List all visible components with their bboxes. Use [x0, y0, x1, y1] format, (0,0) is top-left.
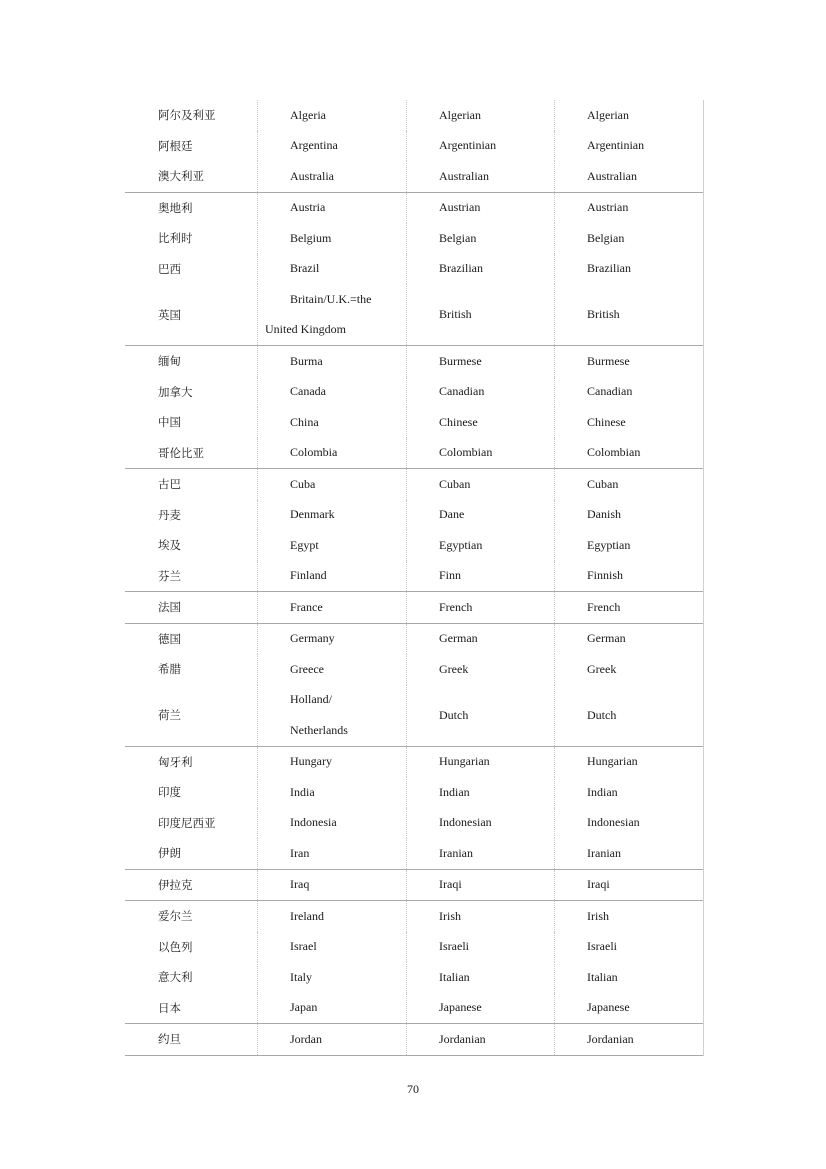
table-row [125, 407, 703, 438]
people-cell: French [587, 599, 621, 614]
country-name-cell: Hungary [258, 747, 407, 778]
chinese-name-cell: 古巴 [125, 469, 258, 500]
adjective-cell: Irish [407, 901, 555, 932]
country-name-cell: Finland [258, 561, 407, 592]
chinese-name-cell: 阿根廷 [125, 131, 258, 162]
table-row [125, 838, 703, 869]
table-row [125, 346, 703, 377]
chinese-name-cell: 英国 [125, 284, 258, 345]
adjective-cell: Finn [407, 561, 555, 592]
chinese-name-cell: 奥地利 [125, 193, 258, 224]
table-row-group [125, 346, 703, 469]
table-row [125, 685, 703, 746]
country-name-cell: China [258, 407, 407, 438]
table-row [125, 808, 703, 839]
country-name-cell: Denmark [258, 500, 407, 531]
table-row [125, 469, 703, 500]
country-name-cell: Burma [258, 346, 407, 377]
people-cell: Canadian [587, 384, 633, 399]
country-name-line-2: United Kingdom [265, 322, 346, 337]
table-row [125, 870, 703, 901]
table-row-group [125, 901, 703, 1024]
table-row [125, 284, 703, 345]
chinese-name-cell: 爱尔兰 [125, 901, 258, 932]
chinese-name-cell: 法国 [125, 592, 258, 623]
country-name-cell: Brazil [258, 254, 407, 285]
chinese-name-cell: 中国 [125, 407, 258, 438]
adjective-cell: Belgian [407, 223, 555, 254]
table-row [125, 932, 703, 963]
country-name-cell: Italy [258, 962, 407, 993]
chinese-name-cell: 印度 [125, 777, 258, 808]
country-name-cell: Cuba [258, 469, 407, 500]
country-name-cell: Japan [258, 993, 407, 1024]
table-row [125, 777, 703, 808]
table-row [125, 223, 703, 254]
chinese-name-cell: 荷兰 [125, 685, 258, 746]
table-row [125, 747, 703, 778]
adjective-cell: Italian [407, 962, 555, 993]
people-cell: Japanese [587, 1000, 630, 1015]
adjective-cell: Hungarian [407, 747, 555, 778]
table-row [125, 131, 703, 162]
adjective-cell: Colombian [407, 438, 555, 469]
people-cell: Chinese [587, 414, 626, 429]
country-name-cell: Jordan [258, 1024, 407, 1055]
adjective-cell: Dutch [407, 685, 555, 746]
chinese-name-cell: 埃及 [125, 530, 258, 561]
table-row [125, 377, 703, 408]
table-row [125, 993, 703, 1024]
adjective-cell: Egyptian [407, 530, 555, 561]
table-row-group [125, 469, 703, 592]
people-cell: Burmese [587, 353, 630, 368]
people-cell: Australian [587, 168, 637, 183]
chinese-name-cell: 伊朗 [125, 838, 258, 869]
table-row [125, 901, 703, 932]
people-cell: Israeli [587, 939, 617, 954]
table-row [125, 1024, 703, 1055]
table-row-group [125, 624, 703, 747]
adjective-cell: Burmese [407, 346, 555, 377]
country-name-cell: India [258, 777, 407, 808]
people-cell: Iraqi [587, 877, 610, 892]
adjective-cell: Australian [407, 161, 555, 192]
chinese-name-cell: 德国 [125, 624, 258, 655]
table-row [125, 161, 703, 192]
chinese-name-cell: 约旦 [125, 1024, 258, 1055]
country-name-cell: Australia [258, 161, 407, 192]
people-cell: German [587, 631, 626, 646]
page-number: 70 [407, 1082, 419, 1096]
people-cell: Argentinian [587, 138, 645, 153]
country-name-cell: Germany [258, 624, 407, 655]
country-name-cell: Argentina [258, 131, 407, 162]
chinese-name-cell: 匈牙利 [125, 747, 258, 778]
people-cell: Finnish [587, 568, 624, 583]
people-cell: Hungarian [587, 754, 638, 769]
chinese-name-cell: 巴西 [125, 254, 258, 285]
chinese-name-cell: 意大利 [125, 962, 258, 993]
chinese-name-cell: 伊拉克 [125, 870, 258, 901]
people-cell: Austrian [587, 200, 629, 215]
table-row-group [125, 592, 703, 624]
chinese-name-cell: 印度尼西亚 [125, 808, 258, 839]
table-row [125, 654, 703, 685]
adjective-cell: Dane [407, 500, 555, 531]
people-cell: Iranian [587, 845, 621, 860]
table-row [125, 100, 703, 131]
table-row [125, 962, 703, 993]
country-name-cell: Egypt [258, 530, 407, 561]
table-row-group [125, 870, 703, 902]
country-name-cell: Iran [258, 838, 407, 869]
country-nationality-table [125, 100, 704, 1056]
country-name-cell: Austria [258, 193, 407, 224]
people-cell: British [587, 307, 620, 321]
people-cell: Dutch [587, 707, 617, 722]
chinese-name-cell: 加拿大 [125, 377, 258, 408]
adjective-cell: Algerian [407, 100, 555, 131]
country-name-cell: Algeria [258, 100, 407, 131]
people-cell: Italian [587, 969, 618, 984]
chinese-name-cell: 缅甸 [125, 346, 258, 377]
people-cell: Brazilian [587, 261, 631, 276]
adjective-cell: Brazilian [407, 254, 555, 285]
country-name-cell: Belgium [258, 223, 407, 254]
country-name-cell: Indonesia [258, 808, 407, 839]
adjective-cell: Canadian [407, 377, 555, 408]
people-cell: Colombian [587, 445, 641, 460]
table-row [125, 624, 703, 655]
adjective-cell: Iranian [407, 838, 555, 869]
table-row [125, 438, 703, 469]
people-cell: Jordanian [587, 1031, 634, 1046]
country-name-cell: Israel [258, 932, 407, 963]
country-name-line-1: Holland/ [290, 692, 332, 707]
chinese-name-cell: 阿尔及利亚 [125, 100, 258, 131]
adjective-cell: German [407, 624, 555, 655]
adjective-cell: Indian [407, 777, 555, 808]
adjective-cell: Japanese [407, 993, 555, 1024]
chinese-name-cell: 以色列 [125, 932, 258, 963]
country-name-cell: Ireland [258, 901, 407, 932]
country-name-cell [258, 284, 407, 345]
country-name-cell: Colombia [258, 438, 407, 469]
table-row [125, 500, 703, 531]
table-row [125, 254, 703, 285]
adjective-cell: Iraqi [407, 870, 555, 901]
adjective-cell: Argentinian [407, 131, 555, 162]
adjective-cell: Jordanian [407, 1024, 555, 1055]
table-row [125, 530, 703, 561]
table-row-group [125, 1024, 703, 1056]
people-cell: Belgian [587, 230, 625, 245]
people-cell: Greek [587, 661, 617, 676]
people-cell: Indian [587, 784, 618, 799]
adjective-cell: Chinese [407, 407, 555, 438]
chinese-name-cell: 日本 [125, 993, 258, 1024]
people-cell: Cuban [587, 476, 619, 491]
table-row-group [125, 747, 703, 870]
chinese-name-cell: 哥伦比亚 [125, 438, 258, 469]
chinese-name-cell: 澳大利亚 [125, 161, 258, 192]
adjective-cell: Cuban [407, 469, 555, 500]
people-cell: Indonesian [587, 815, 640, 830]
people-cell: Danish [587, 507, 621, 522]
adjective-cell: Austrian [407, 193, 555, 224]
people-cell: Irish [587, 908, 609, 923]
country-name-cell: Canada [258, 377, 407, 408]
table-row-group [125, 193, 703, 347]
chinese-name-cell: 芬兰 [125, 561, 258, 592]
people-cell: Algerian [587, 107, 629, 122]
chinese-name-cell: 希腊 [125, 654, 258, 685]
country-name-cell: France [258, 592, 407, 623]
adjective-cell: Israeli [407, 932, 555, 963]
adjective-cell: Indonesian [407, 808, 555, 839]
chinese-name-cell: 丹麦 [125, 500, 258, 531]
table-row [125, 561, 703, 592]
country-name-cell: Greece [258, 654, 407, 685]
chinese-name-cell: 比利时 [125, 223, 258, 254]
table-row-group [125, 100, 703, 193]
country-name-line-2: Netherlands [290, 722, 348, 737]
adjective-cell: British [407, 284, 555, 345]
country-name-line-1: Britain/U.K.=the [290, 291, 372, 306]
table-row [125, 193, 703, 224]
adjective-cell: French [407, 592, 555, 623]
adjective-cell: Greek [407, 654, 555, 685]
country-name-cell: Iraq [258, 870, 407, 901]
table-row [125, 592, 703, 623]
people-cell: Egyptian [587, 537, 631, 552]
country-name-cell [258, 685, 407, 746]
